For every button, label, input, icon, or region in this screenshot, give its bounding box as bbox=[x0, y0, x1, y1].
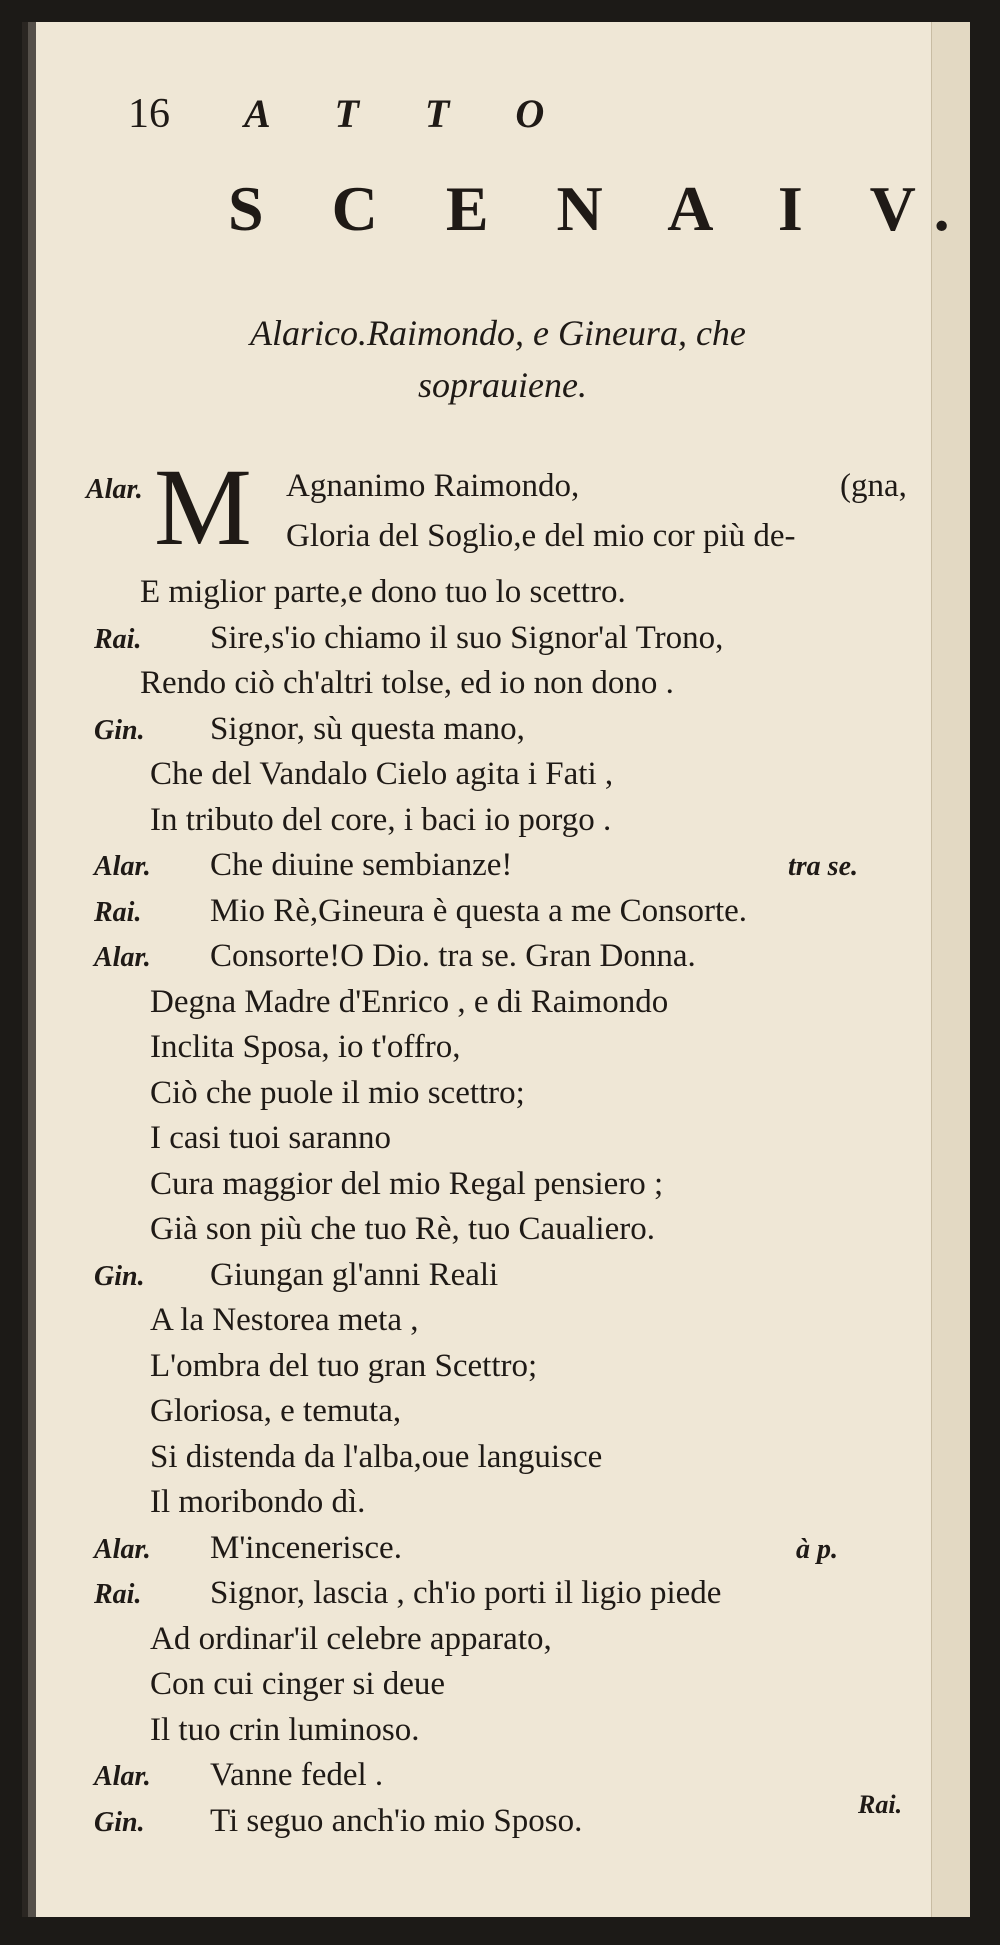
book-page bbox=[22, 22, 976, 1917]
verse-line: Gloriosa, e temuta, bbox=[150, 1393, 402, 1429]
verse-line: A la Nestorea meta , bbox=[150, 1302, 419, 1338]
running-head-word: A T T O bbox=[244, 91, 573, 136]
verse-line: Consorte!O Dio. tra se. Gran Donna. bbox=[210, 938, 696, 974]
verse-line: Degna Madre d'Enrico , e di Raimondo bbox=[150, 983, 669, 1020]
cast-line-2: soprauiene. bbox=[418, 365, 587, 405]
speaker-label: Alar. bbox=[94, 1761, 151, 1792]
verse-line: Il tuo crin luminoso. bbox=[150, 1711, 420, 1748]
speaker-label: Rai. bbox=[94, 896, 142, 928]
catchword: Rai. bbox=[858, 1790, 903, 1819]
speaker-label: Alar. bbox=[94, 942, 151, 973]
verse-line: M'incenerisce. bbox=[210, 1529, 402, 1566]
verse-line: Il moribondo dì. bbox=[150, 1484, 366, 1520]
speaker-label: Rai. bbox=[94, 1579, 142, 1610]
speaker-label: Rai. bbox=[94, 623, 142, 655]
verse-line: I casi tuoi saranno bbox=[150, 1120, 392, 1156]
verse-line: Già son più che tuo Rè, tuo Caualiero. bbox=[150, 1211, 655, 1247]
verse-line: Che del Vandalo Cielo agita i Fati , bbox=[150, 756, 614, 792]
stage-direction: à p. bbox=[796, 1533, 838, 1565]
verse-line: Sire,s'io chiamo il suo Signor'al Trono, bbox=[210, 619, 724, 656]
verse-line: Agnanimo Raimondo, bbox=[286, 468, 580, 504]
verse-line: Signor, sù questa mano, bbox=[210, 710, 525, 747]
stage-direction: tra se. bbox=[788, 851, 858, 882]
verse-line: Si distenda da l'alba,oue languisce bbox=[150, 1438, 603, 1475]
verse-line: L'ombra del tuo gran Scettro; bbox=[150, 1347, 538, 1384]
drop-cap: M bbox=[154, 446, 252, 568]
verse-line: Gloria del Soglio,e del mio cor più de- bbox=[286, 518, 796, 554]
speaker-label: Alar. bbox=[94, 851, 151, 882]
verse-line: Cura maggior del mio Regal pensiero ; bbox=[150, 1165, 664, 1202]
page-number: 16 bbox=[128, 91, 170, 137]
speaker-label: Alar. bbox=[94, 1533, 151, 1565]
verse-line: Ciò che puole il mio scettro; bbox=[150, 1074, 525, 1111]
verse-line: Inclita Sposa, io t'offro, bbox=[150, 1029, 461, 1065]
verse-line: Ti seguo anch'io mio Sposo. bbox=[210, 1802, 583, 1839]
cast-line-1: Alarico.Raimondo, e Gineura, che bbox=[250, 313, 746, 353]
speaker-label: Gin. bbox=[94, 1260, 145, 1292]
speaker-label: Alar. bbox=[86, 474, 143, 505]
speaker-label: Gin. bbox=[94, 1806, 145, 1838]
verse-line: Mio Rè,Gineura è questa a me Consorte. bbox=[210, 892, 748, 929]
page-spine-shadow bbox=[28, 22, 36, 1917]
page-edge bbox=[931, 22, 970, 1917]
verse-line: Giungan gl'anni Reali bbox=[210, 1256, 499, 1293]
speaker-label: Gin. bbox=[94, 714, 145, 746]
verse-line: In tributo del core, i baci io porgo . bbox=[150, 801, 612, 838]
verse-line: Con cui cinger si deue bbox=[150, 1666, 446, 1702]
verse-line: Ad ordinar'il celebre apparato, bbox=[150, 1620, 552, 1657]
verse-line: Rendo ciò ch'altri tolse, ed io non dono . bbox=[140, 665, 674, 701]
running-head bbox=[128, 90, 572, 138]
verse-line: Signor, lascia , ch'io porti il ligio piede bbox=[210, 1575, 722, 1611]
scene-title: S C E N A I V. bbox=[228, 173, 976, 244]
verse-line: E miglior parte,e dono tuo lo scettro. bbox=[140, 574, 626, 610]
verse-line: Vanne fedel . bbox=[210, 1757, 384, 1793]
verse-line-overflow: (gna, bbox=[840, 468, 907, 504]
verse-line: Che diuine sembianze! bbox=[210, 847, 513, 883]
